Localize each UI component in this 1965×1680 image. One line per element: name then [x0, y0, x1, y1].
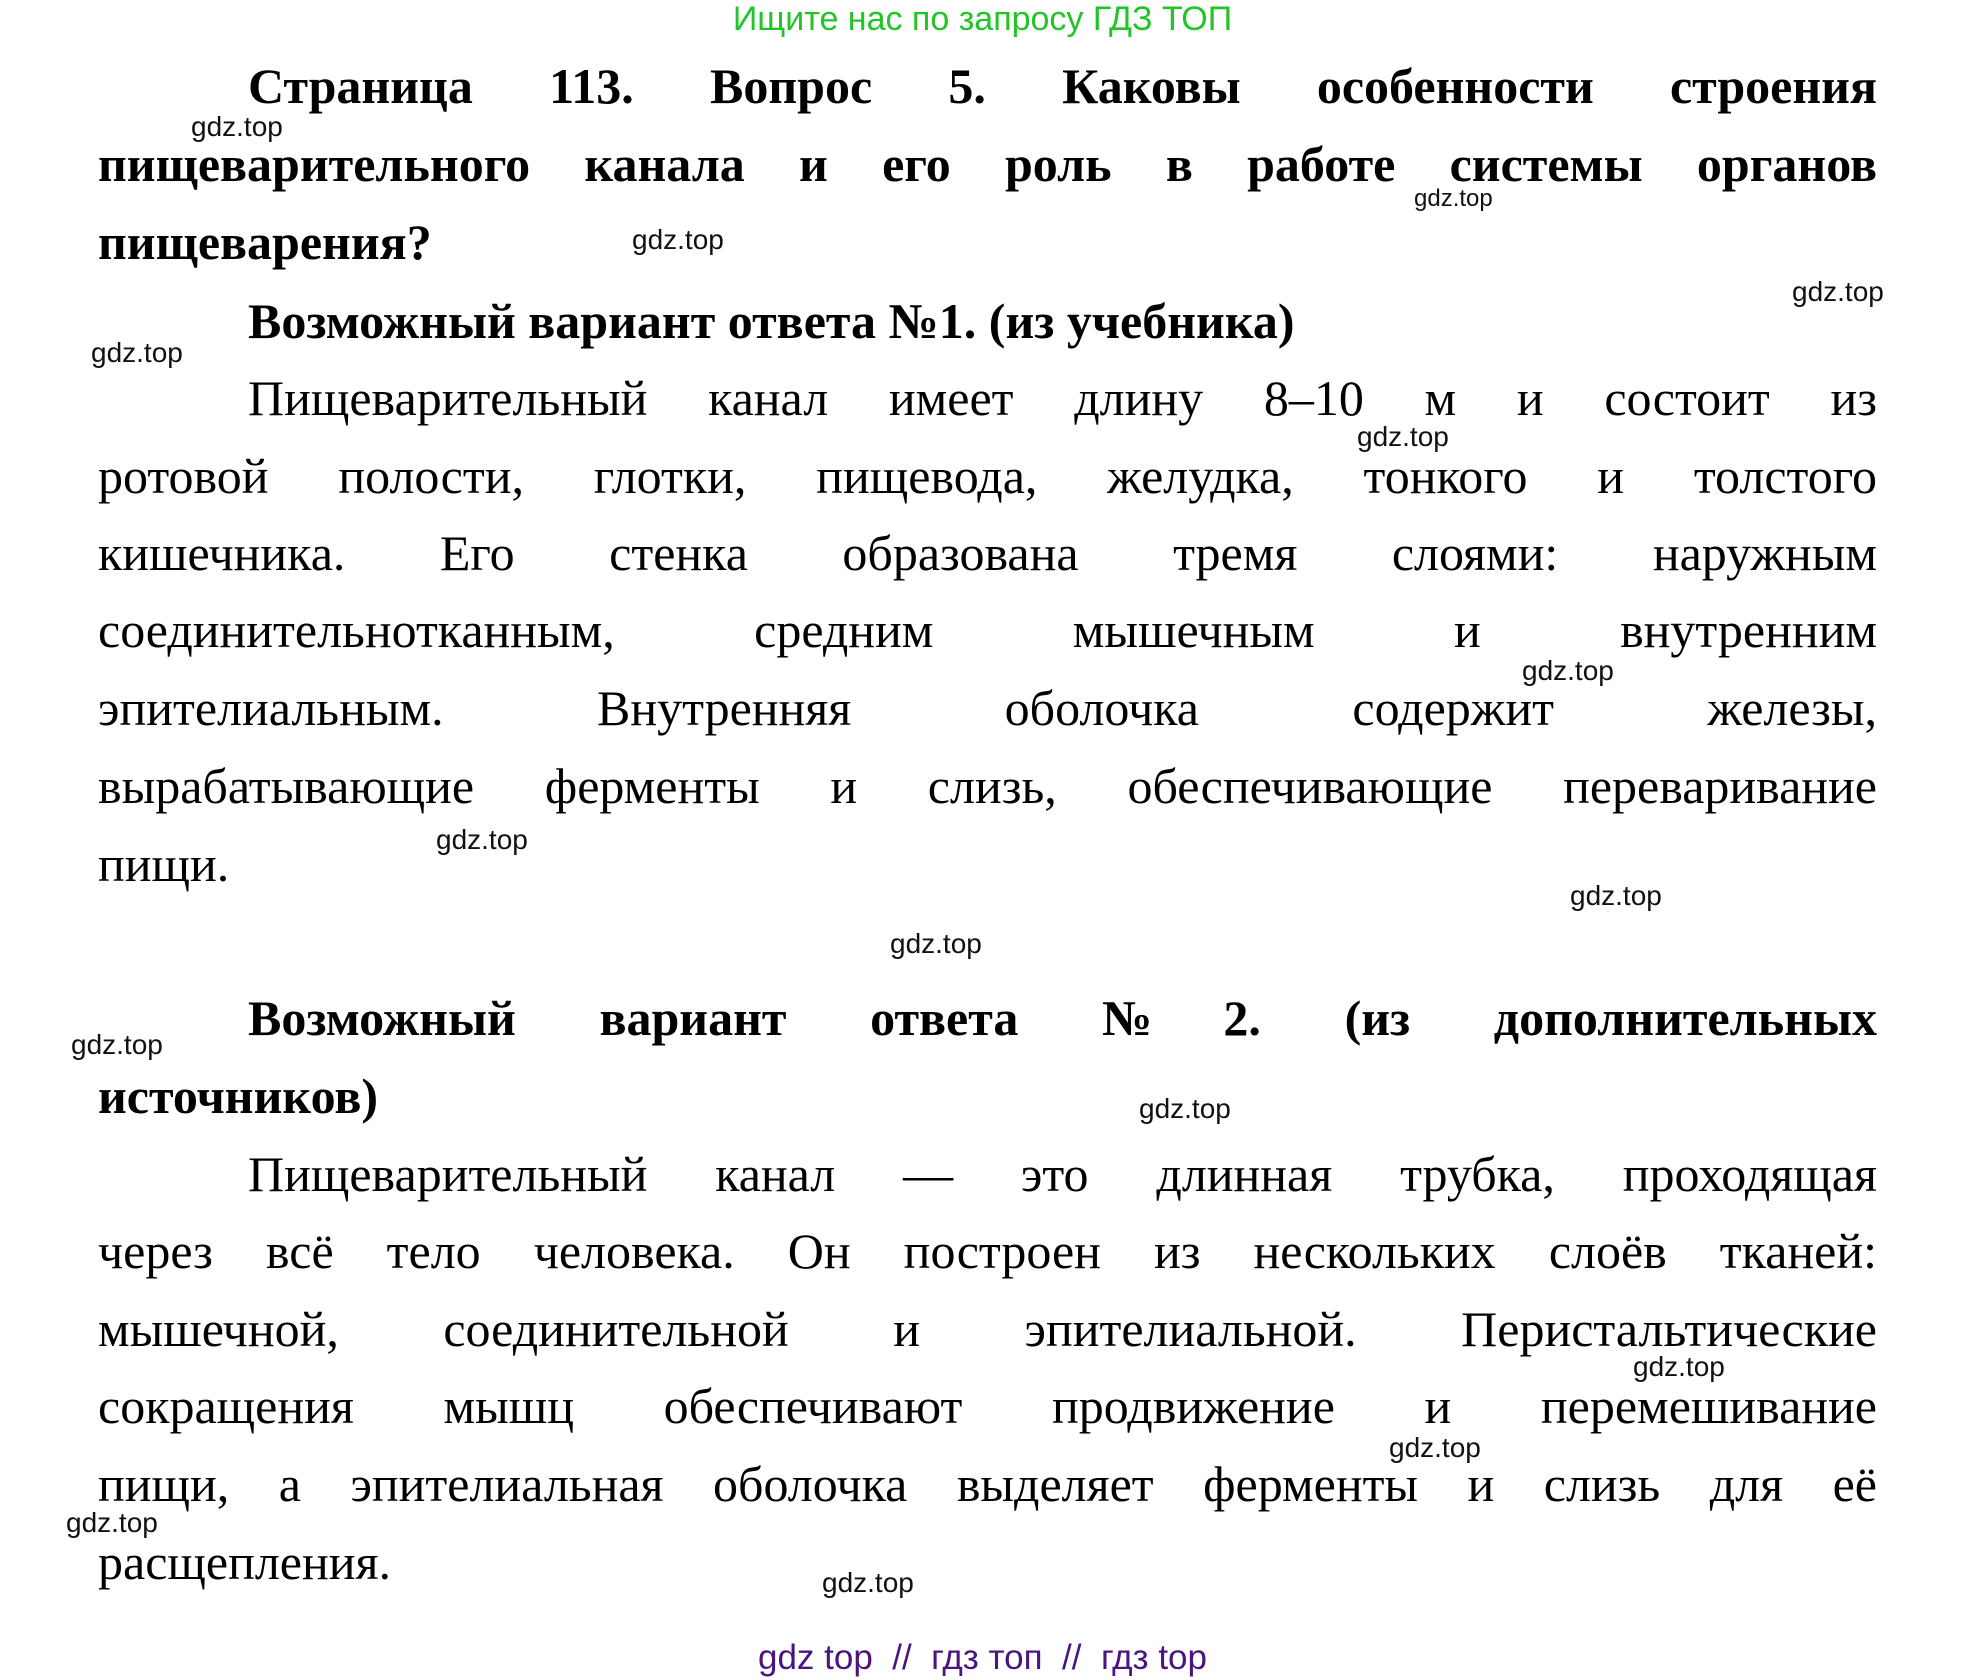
- watermark: gdz.top: [1633, 1351, 1725, 1382]
- answer1-heading: Возможный вариант ответа №1. (из учебника): [248, 293, 1295, 349]
- watermark: gdz.top: [1139, 1093, 1231, 1124]
- watermark: gdz.top: [91, 337, 183, 368]
- answer2-line: мышечной, соединительной и эпителиальной. Перистальтические: [98, 1301, 1877, 1357]
- answer1-line: Пищеварительный канал имеет длину 8–10 м и состоит из: [248, 370, 1877, 426]
- answer2-line: Пищеварительный канал — это длинная трубка, проходящая: [248, 1146, 1877, 1202]
- watermark: gdz.top: [71, 1029, 163, 1060]
- answer2-line: пищи, а эпителиальная оболочка выделяет ферменты и слизь для её: [98, 1456, 1877, 1512]
- answer1-line: кишечника. Его стенка образована тремя слоями: наружным: [98, 525, 1877, 581]
- answer2-heading: источников): [98, 1068, 378, 1124]
- answer2-line: сокращения мышц обеспечивают продвижение и перемешивание: [98, 1378, 1877, 1434]
- title-line: пищеварительного канала и его роль в работе системы органов: [98, 136, 1877, 192]
- title-line: пищеварения?: [98, 214, 432, 270]
- watermark: gdz.top: [632, 224, 724, 255]
- footer-links: gdz top // гдз топ // гдз top: [758, 1638, 1207, 1677]
- answer1-line: вырабатывающие ферменты и слизь, обеспечивающие переваривание: [98, 758, 1877, 814]
- title-line: Страница 113. Вопрос 5. Каковы особенности строения: [248, 58, 1877, 114]
- watermark: gdz.top: [1389, 1432, 1481, 1463]
- watermark: gdz.top: [890, 928, 982, 959]
- answer1-line: соединительнотканным, средним мышечным и внутренним: [98, 602, 1877, 658]
- answer1-line: ротовой полости, глотки, пищевода, желудка, тонкого и толстого: [98, 448, 1877, 504]
- watermark: gdz.top: [1357, 421, 1449, 452]
- watermark: gdz.top: [1414, 185, 1493, 212]
- watermark: gdz.top: [191, 111, 283, 142]
- watermark: gdz.top: [1792, 276, 1884, 307]
- watermark: gdz.top: [822, 1567, 914, 1598]
- answer2-line: расщепления.: [98, 1534, 391, 1590]
- answer2-line: через всё тело человека. Он построен из нескольких слоёв тканей:: [98, 1223, 1877, 1279]
- promo-banner: Ищите нас по запросу ГДЗ ТОП: [732, 0, 1233, 38]
- watermark: gdz.top: [66, 1507, 158, 1538]
- answer1-line: пищи.: [98, 836, 230, 892]
- watermark: gdz.top: [1570, 880, 1662, 911]
- watermark: gdz.top: [436, 824, 528, 855]
- answer1-line: эпителиальным. Внутренняя оболочка содержит железы,: [98, 680, 1877, 736]
- watermark: gdz.top: [1522, 655, 1614, 686]
- answer2-heading: Возможный вариант ответа №2. (из дополнительных: [248, 990, 1877, 1046]
